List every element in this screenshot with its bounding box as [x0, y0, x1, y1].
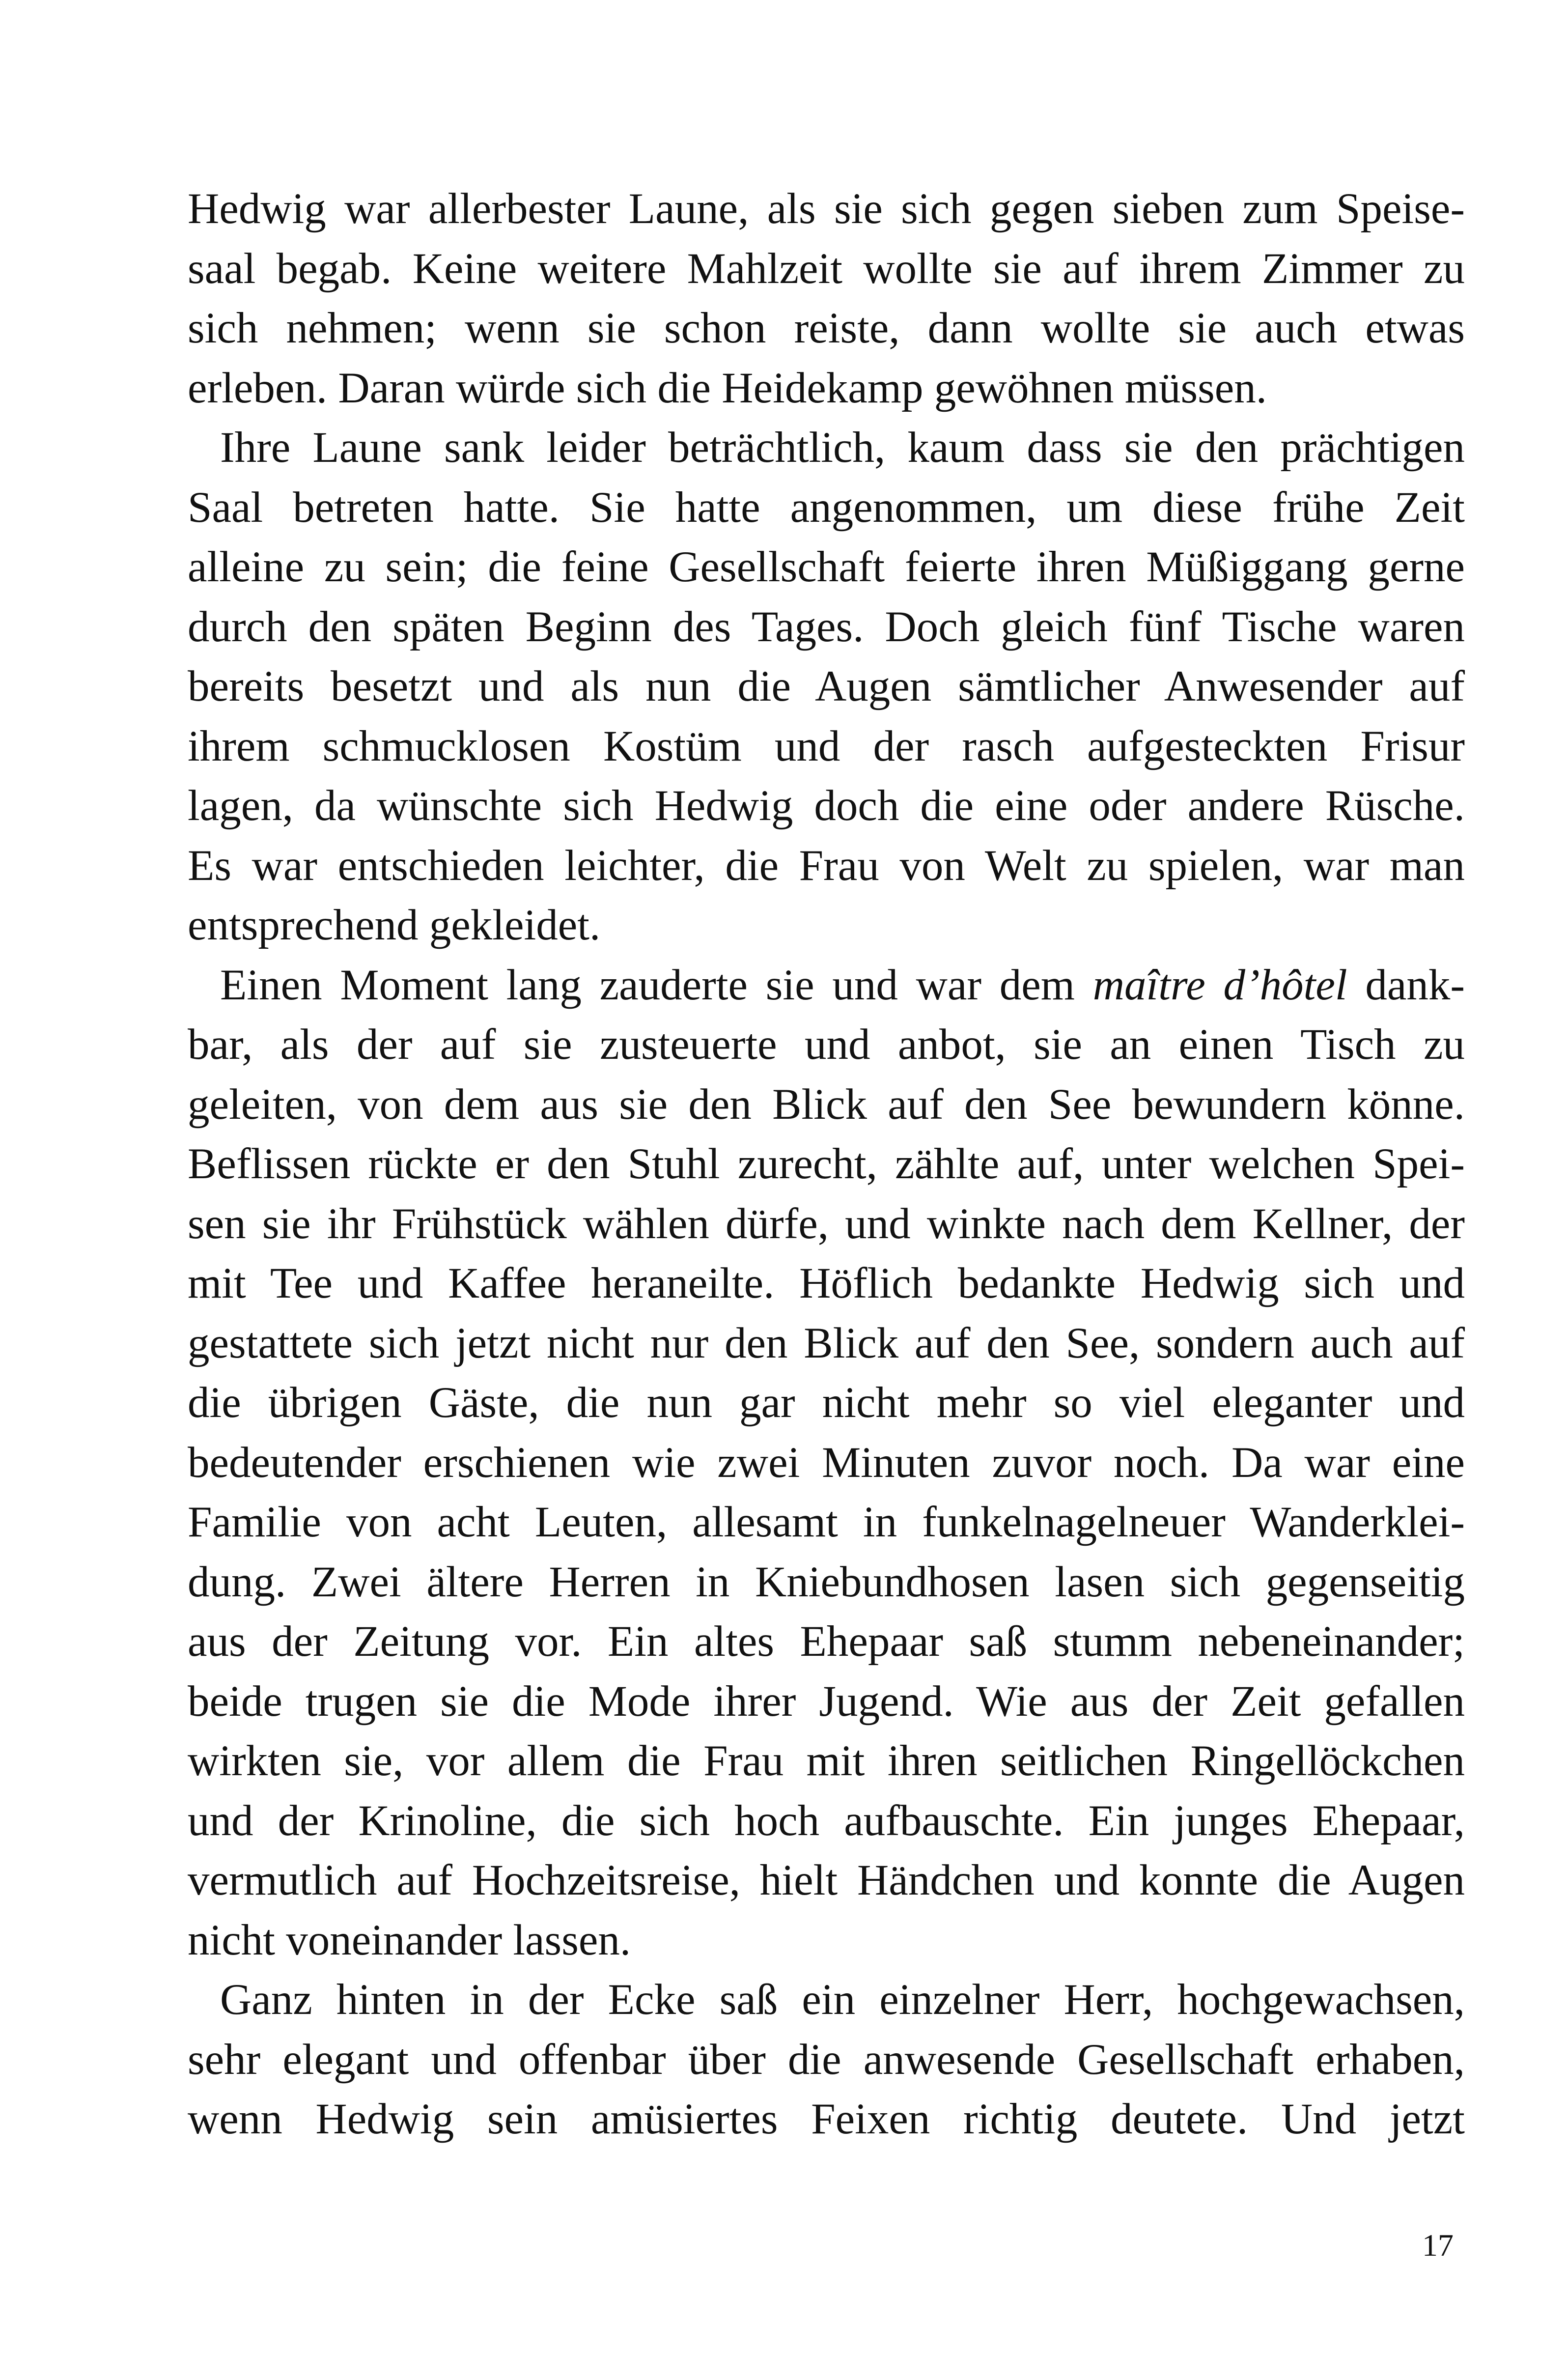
text-line: Es war entschieden leichter, die Frau von Welt zu spielen, war man	[188, 841, 1465, 890]
text-line: entsprechend gekleidet.	[188, 901, 601, 949]
text-line: Familie von acht Leuten, allesamt in funkelnagelneuer Wanderklei-	[188, 1498, 1465, 1546]
text-line: sich nehmen; wenn sie schon reiste, dann wollte sie auch etwas	[188, 304, 1465, 352]
text-line: gestattete sich jetzt nicht nur den Blick auf den See, sondern auch auf	[188, 1319, 1465, 1367]
text-line: aus der Zeitung vor. Ein altes Ehepaar saß stumm nebeneinander;	[188, 1617, 1465, 1666]
text-line-with-italic	[188, 956, 1465, 1016]
text-line: ihrem schmucklosen Kostüm und der rasch aufgesteckten Frisur	[188, 722, 1465, 770]
italic-phrase: maître d’hôtel	[1092, 961, 1347, 1009]
text-line: bedeutender erschienen wie zwei Minuten zuvor noch. Da war eine	[188, 1438, 1465, 1487]
text-line: nicht voneinander lassen.	[188, 1916, 631, 1964]
text-line: bereits besetzt und als nun die Augen sämtlicher Anwesender auf	[188, 662, 1465, 710]
text-line: vermutlich auf Hochzeitsreise, hielt Händchen und konnte die Augen	[188, 1856, 1465, 1904]
body-text	[188, 179, 1465, 2150]
text-line: saal begab. Keine weitere Mahlzeit wollte sie auf ihrem Zimmer zu	[188, 244, 1465, 293]
text-run: dank-	[1347, 961, 1465, 1009]
text-line: Ihre Laune sank leider beträchtlich, kaum dass sie den prächtigen	[220, 424, 1465, 472]
text-line: Hedwig war allerbester Laune, als sie sich gegen sieben zum Speise-	[188, 185, 1465, 233]
text-line: alleine zu sein; die feine Gesellschaft feierte ihren Müßiggang gerne	[188, 543, 1465, 591]
text-line: beide trugen sie die Mode ihrer Jugend. Wie aus der Zeit gefallen	[188, 1677, 1465, 1726]
text-line: sen sie ihr Frühstück wählen dürfe, und winkte nach dem Kellner, der	[188, 1199, 1465, 1248]
text-line: lagen, da wünschte sich Hedwig doch die eine oder andere Rüsche.	[188, 782, 1465, 830]
text-line: und der Krinoline, die sich hoch aufbauschte. Ein junges Ehepaar,	[188, 1796, 1465, 1845]
text-line: mit Tee und Kaffee heraneilte. Höflich bedankte Hedwig sich und	[188, 1259, 1465, 1307]
text-line: durch den späten Beginn des Tages. Doch gleich fünf Tische waren	[188, 602, 1465, 651]
text-line: wirkten sie, vor allem die Frau mit ihren seitlichen Ringellöckchen	[188, 1737, 1465, 1785]
text-line: bar, als der auf sie zusteuerte und anbot, sie an einen Tisch zu	[188, 1020, 1465, 1069]
text-line: Ganz hinten in der Ecke saß ein einzelner Herr, hochgewachsen,	[220, 1976, 1465, 2024]
text-line: dung. Zwei ältere Herren in Kniebundhosen lasen sich gegenseitig	[188, 1558, 1465, 1606]
text-line: geleiten, von dem aus sie den Blick auf den See bewundern könne.	[188, 1080, 1465, 1129]
text-line: erleben. Daran würde sich die Heidekamp gewöhnen müssen.	[188, 364, 1267, 412]
text-line: Beflissen rückte er den Stuhl zurecht, zählte auf, unter welchen Spei-	[188, 1140, 1465, 1188]
text-line: Saal betreten hatte. Sie hatte angenommen, um diese frühe Zeit	[188, 483, 1465, 532]
text-line: die übrigen Gäste, die nun gar nicht mehr so viel eleganter und	[188, 1379, 1465, 1427]
text-run: Einen Moment lang zauderte sie und war dem	[220, 961, 1093, 1009]
page-number: 17	[1422, 2228, 1454, 2263]
text-line: sehr elegant und offenbar über die anwesende Gesellschaft erhaben,	[188, 2035, 1465, 2084]
text-line: wenn Hedwig sein amüsiertes Feixen richtig deutete. Und jetzt	[188, 2095, 1465, 2143]
